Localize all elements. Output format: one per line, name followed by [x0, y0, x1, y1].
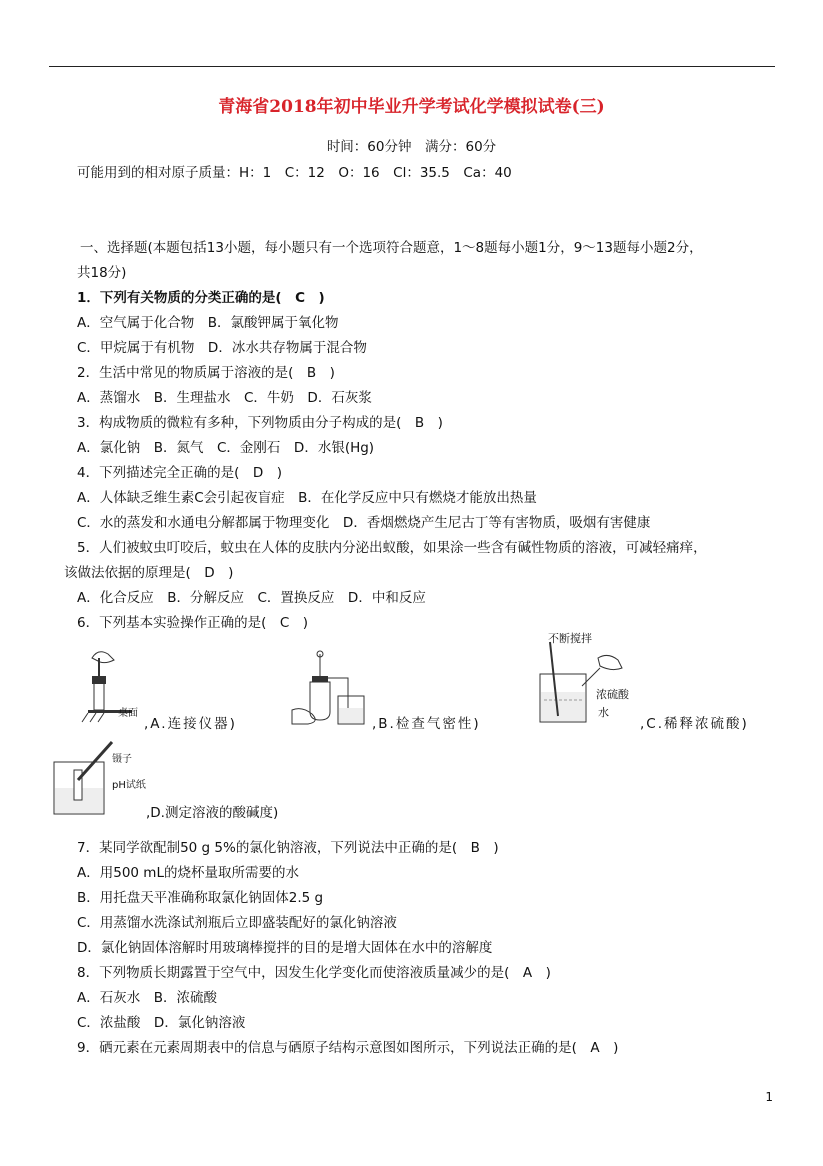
question-8-option: A．石灰水 B．浓硫酸 [77, 990, 217, 1006]
figure-a-label-desk: 桌面 [118, 708, 138, 719]
figure-c-label-acid: 浓硫酸 [596, 688, 629, 701]
page-number: 1 [765, 1090, 773, 1104]
question-4-option: C．水的蒸发和水通电分解都属于物理变化 D．香烟燃烧产生尼古丁等有害物质，吸烟有害健康 [77, 515, 651, 531]
question-5-option: A．化合反应 B．分解反应 C．置换反应 D．中和反应 [77, 590, 426, 606]
figure-d-label-ph: pH试纸 [112, 780, 146, 791]
figure-c-caption: ,C.稀释浓硫酸) [640, 716, 749, 732]
question-4-option: A．人体缺乏维生素C会引起夜盲症 B．在化学反应中只有燃烧才能放出热量 [77, 490, 537, 506]
time-info: 时间：60分钟 满分：60分 [326, 139, 497, 155]
question-8-option: C．浓盐酸 D．氯化钠溶液 [77, 1015, 246, 1031]
question-7-option: C．用蒸馏水洗涤试剂瓶后立即盛装配好的氯化钠溶液 [77, 915, 397, 931]
figure-d-label-tweezers: 镊子 [112, 754, 132, 765]
question-9-stem: 9．硒元素在元素周期表中的信息与硒原子结构示意图如图所示，下列说法正确的是( A ) [77, 1040, 619, 1056]
figure-d-caption: ,D.测定溶液的酸碱度) [146, 805, 279, 821]
figure-a-connect-apparatus [80, 648, 150, 728]
section-header-cont: 共18分) [77, 265, 127, 281]
question-3-stem: 3．构成物质的微粒有多种，下列物质由分子构成的是( B ) [77, 415, 443, 431]
figure-b-caption: ,B.检查气密性) [372, 716, 481, 732]
question-6-stem: 6．下列基本实验操作正确的是( C ) [77, 615, 309, 631]
question-5-stem: 5．人们被蚊虫叮咬后，蚊虫在人体的皮肤内分泌出蚁酸，如果涂一些含有碱性物质的溶液，可减轻痛痒， [77, 540, 707, 556]
question-7-option: B．用托盘天平准确称取氯化钠固体2.5 g [77, 890, 324, 906]
figure-c-label-stir: 不断搅拌 [548, 632, 592, 645]
question-7-option: A．用500 mL的烧杯量取所需要的水 [77, 865, 299, 881]
atomic-masses: 可能用到的相对原子质量：H：1 C：12 O：16 Cl：35.5 Ca：40 [77, 165, 512, 181]
question-3-option: A．氯化钠 B．氮气 C．金刚石 D．水银(Hg) [77, 440, 375, 456]
section-header: 一、选择题(本题包括13小题，每小题只有一个选项符合题意，1～8题每小题1分，9～13题每小题2分， [80, 240, 703, 256]
question-5-stem-cont: 该做法依据的原理是( D ) [64, 565, 234, 581]
figure-b-airtightness-check [290, 650, 370, 730]
question-7-option: D．氯化钠固体溶解时用玻璃棒搅拌的目的是增大固体在水中的溶解度 [77, 940, 493, 956]
question-1-option: C．甲烷属于有机物 D．冰水共存物属于混合物 [77, 340, 367, 356]
question-8-stem: 8．下列物质长期露置于空气中，因发生化学变化而使溶液质量减少的是( A ) [77, 965, 551, 981]
figure-c-dilute-sulfuric-acid [536, 640, 626, 730]
question-7-stem: 7．某同学欲配制50 g 5%的氯化钠溶液，下列说法中正确的是( B ) [77, 840, 499, 856]
question-4-stem: 4．下列描述完全正确的是( D ) [77, 465, 283, 481]
figure-c-label-water: 水 [598, 706, 609, 719]
top-rule [49, 66, 775, 67]
page-title: 青海省2018年初中毕业升学考试化学模拟试卷(三) [218, 97, 605, 117]
question-2-option: A．蒸馏水 B．生理盐水 C．牛奶 D．石灰浆 [77, 390, 372, 406]
question-1-stem: 1．下列有关物质的分类正确的是( C ) [77, 290, 325, 306]
question-2-stem: 2．生活中常见的物质属于溶液的是( B ) [77, 365, 335, 381]
figure-a-caption: ,A.连接仪器) [144, 716, 237, 732]
question-1-option: A．空气属于化合物 B．氯酸钾属于氧化物 [77, 315, 339, 331]
